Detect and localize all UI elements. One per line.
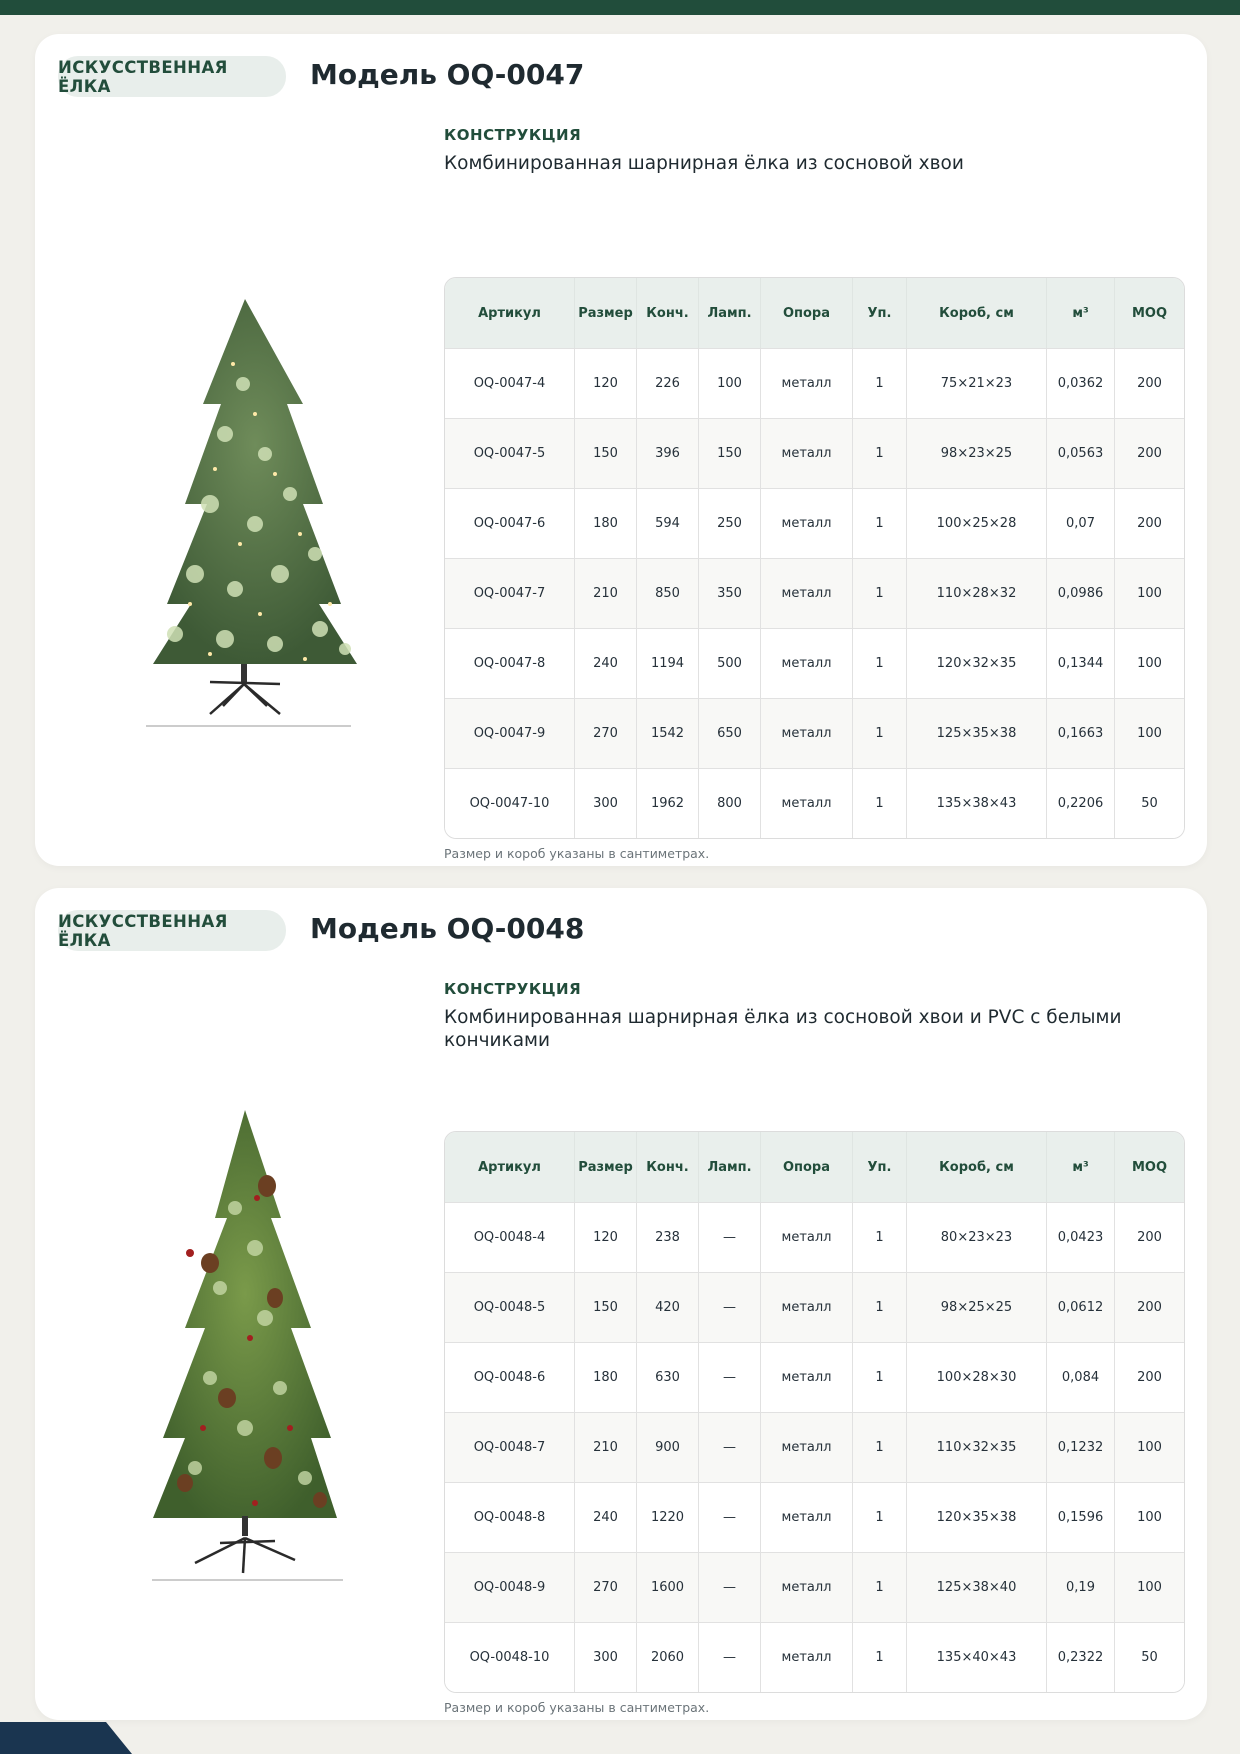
table-cell: —: [699, 1482, 761, 1552]
table-cell: 0,0423: [1047, 1202, 1115, 1272]
table-cell: 238: [637, 1202, 699, 1272]
table-cell: 1: [853, 698, 907, 768]
pine-tree-with-cones-icon: [115, 1098, 375, 1588]
table-cell: 270: [575, 1552, 637, 1622]
table-row: [445, 1342, 1184, 1412]
table-cell: 1: [853, 1482, 907, 1552]
table-cell: 0,0612: [1047, 1272, 1115, 1342]
table-cell: 500: [699, 628, 761, 698]
table-cell: 240: [575, 628, 637, 698]
table-cell: 0,1596: [1047, 1482, 1115, 1552]
table-cell: 200: [1115, 348, 1184, 418]
table-cell: 50: [1115, 768, 1184, 838]
table-cell: 1: [853, 1342, 907, 1412]
table-footnote: Размер и короб указаны в сантиметрах.: [444, 1700, 710, 1715]
table-cell: OQ-0048-5: [445, 1272, 575, 1342]
table-cell: 1: [853, 488, 907, 558]
table-cell: 0,19: [1047, 1552, 1115, 1622]
table-cell: 1: [853, 348, 907, 418]
table-row: [445, 1202, 1184, 1272]
product-title: Модель OQ-0048: [310, 912, 585, 945]
table-cell: 150: [699, 418, 761, 488]
table-cell: 0,0563: [1047, 418, 1115, 488]
table-cell: —: [699, 1552, 761, 1622]
table-row: [445, 1272, 1184, 1342]
table-cell: OQ-0047-6: [445, 488, 575, 558]
table-cell: 0,1663: [1047, 698, 1115, 768]
table-cell: OQ-0047-4: [445, 348, 575, 418]
table-cell: 594: [637, 488, 699, 558]
product-description: Комбинированная шарнирная ёлка из сосновой хвои и PVC с белыми кончиками: [444, 1007, 1122, 1051]
table-cell: 300: [575, 1622, 637, 1692]
table-cell: OQ-0047-8: [445, 628, 575, 698]
column-header: Конч.: [637, 278, 699, 348]
table-cell: 210: [575, 558, 637, 628]
corner-decoration: [0, 1722, 132, 1754]
column-header: MOQ: [1115, 278, 1184, 348]
table-cell: 50: [1115, 1622, 1184, 1692]
table-cell: 2060: [637, 1622, 699, 1692]
table-cell: 650: [699, 698, 761, 768]
table-cell: 210: [575, 1412, 637, 1482]
table-cell: металл: [761, 488, 853, 558]
table-cell: 75×21×23: [907, 348, 1047, 418]
table-cell: металл: [761, 1482, 853, 1552]
table-cell: металл: [761, 628, 853, 698]
table-cell: 100: [1115, 1412, 1184, 1482]
table-cell: 1: [853, 768, 907, 838]
table-cell: 100: [1115, 1552, 1184, 1622]
product-card: [35, 888, 1207, 1720]
table-cell: 240: [575, 1482, 637, 1552]
table-cell: 850: [637, 558, 699, 628]
table-cell: металл: [761, 1202, 853, 1272]
table-cell: 150: [575, 418, 637, 488]
table-cell: OQ-0048-6: [445, 1342, 575, 1412]
table-cell: 100: [699, 348, 761, 418]
table-cell: 200: [1115, 1272, 1184, 1342]
column-header: Размер: [575, 278, 637, 348]
table-cell: 200: [1115, 418, 1184, 488]
table-cell: 630: [637, 1342, 699, 1412]
table-cell: 270: [575, 698, 637, 768]
table-cell: 396: [637, 418, 699, 488]
spec-table: [444, 277, 1185, 839]
table-cell: 1: [853, 418, 907, 488]
table-cell: —: [699, 1202, 761, 1272]
table-cell: 80×23×23: [907, 1202, 1047, 1272]
table-cell: 110×28×32: [907, 558, 1047, 628]
table-cell: 1: [853, 1412, 907, 1482]
table-cell: OQ-0047-5: [445, 418, 575, 488]
column-header: Ламп.: [699, 278, 761, 348]
product-card: [35, 34, 1207, 866]
table-cell: 100×25×28: [907, 488, 1047, 558]
table-cell: —: [699, 1272, 761, 1342]
table-cell: 0,2206: [1047, 768, 1115, 838]
column-header: Опора: [761, 1132, 853, 1202]
column-header: MOQ: [1115, 1132, 1184, 1202]
table-cell: 120: [575, 1202, 637, 1272]
table-cell: 125×38×40: [907, 1552, 1047, 1622]
table-cell: металл: [761, 1622, 853, 1692]
table-cell: 200: [1115, 1342, 1184, 1412]
column-header: Размер: [575, 1132, 637, 1202]
spec-table: [444, 1131, 1185, 1693]
table-cell: 1: [853, 1272, 907, 1342]
column-header: Опора: [761, 278, 853, 348]
table-cell: металл: [761, 418, 853, 488]
table-cell: 226: [637, 348, 699, 418]
table-cell: 1: [853, 1552, 907, 1622]
column-header: Уп.: [853, 278, 907, 348]
table-cell: 180: [575, 1342, 637, 1412]
table-cell: 110×32×35: [907, 1412, 1047, 1482]
table-cell: OQ-0048-10: [445, 1622, 575, 1692]
product-description: Комбинированная шарнирная ёлка из сосновой хвои: [444, 153, 964, 174]
table-row: [445, 1552, 1184, 1622]
table-cell: 100×28×30: [907, 1342, 1047, 1412]
table-row: [445, 1482, 1184, 1552]
column-header: Короб, см: [907, 278, 1047, 348]
table-cell: 1: [853, 558, 907, 628]
column-header: Короб, см: [907, 1132, 1047, 1202]
product-image: [115, 1098, 375, 1588]
table-cell: 350: [699, 558, 761, 628]
table-cell: 0,1344: [1047, 628, 1115, 698]
table-cell: металл: [761, 1412, 853, 1482]
product-title: Модель OQ-0047: [310, 58, 585, 91]
product-image: [115, 244, 375, 734]
table-cell: —: [699, 1622, 761, 1692]
table-cell: 300: [575, 768, 637, 838]
table-cell: металл: [761, 698, 853, 768]
table-cell: 135×38×43: [907, 768, 1047, 838]
table-cell: OQ-0048-8: [445, 1482, 575, 1552]
table-cell: 98×25×25: [907, 1272, 1047, 1342]
category-badge: ИСКУССТВЕННАЯ ЁЛКА: [58, 910, 286, 951]
table-cell: 100: [1115, 698, 1184, 768]
column-header: Конч.: [637, 1132, 699, 1202]
table-cell: 0,084: [1047, 1342, 1115, 1412]
table-cell: OQ-0048-4: [445, 1202, 575, 1272]
table-cell: 900: [637, 1412, 699, 1482]
table-cell: 0,1232: [1047, 1412, 1115, 1482]
column-header: Ламп.: [699, 1132, 761, 1202]
table-cell: OQ-0048-9: [445, 1552, 575, 1622]
table-row: [445, 768, 1184, 838]
table-footnote: Размер и короб указаны в сантиметрах.: [444, 846, 710, 861]
table-cell: металл: [761, 768, 853, 838]
table-cell: 1220: [637, 1482, 699, 1552]
table-cell: 800: [699, 768, 761, 838]
table-cell: 420: [637, 1272, 699, 1342]
table-cell: OQ-0048-7: [445, 1412, 575, 1482]
table-cell: 1: [853, 1202, 907, 1272]
table-cell: 200: [1115, 1202, 1184, 1272]
table-row: [445, 628, 1184, 698]
table-cell: 180: [575, 488, 637, 558]
table-cell: 0,2322: [1047, 1622, 1115, 1692]
table-cell: 100: [1115, 628, 1184, 698]
table-row: [445, 558, 1184, 628]
table-header-row: [445, 1132, 1184, 1202]
table-cell: 1194: [637, 628, 699, 698]
column-header: Артикул: [445, 278, 575, 348]
table-cell: металл: [761, 1272, 853, 1342]
table-cell: 135×40×43: [907, 1622, 1047, 1692]
column-header: Уп.: [853, 1132, 907, 1202]
table-cell: 1: [853, 628, 907, 698]
table-cell: 1: [853, 1622, 907, 1692]
column-header: Артикул: [445, 1132, 575, 1202]
table-row: [445, 348, 1184, 418]
table-cell: 120: [575, 348, 637, 418]
table-cell: 1962: [637, 768, 699, 838]
table-cell: —: [699, 1412, 761, 1482]
table-cell: 120×35×38: [907, 1482, 1047, 1552]
table-row: [445, 1622, 1184, 1692]
table-row: [445, 698, 1184, 768]
table-cell: 1600: [637, 1552, 699, 1622]
table-cell: металл: [761, 1342, 853, 1412]
table-cell: металл: [761, 348, 853, 418]
top-accent-bar: [0, 0, 1240, 15]
section-label: КОНСТРУКЦИЯ: [444, 126, 582, 144]
table-cell: 0,07: [1047, 488, 1115, 558]
table-cell: OQ-0047-9: [445, 698, 575, 768]
table-cell: 250: [699, 488, 761, 558]
column-header: м³: [1047, 278, 1115, 348]
table-cell: 100: [1115, 558, 1184, 628]
table-cell: металл: [761, 1552, 853, 1622]
table-cell: 1542: [637, 698, 699, 768]
table-cell: 0,0986: [1047, 558, 1115, 628]
table-header-row: [445, 278, 1184, 348]
column-header: м³: [1047, 1132, 1115, 1202]
table-cell: металл: [761, 558, 853, 628]
table-cell: OQ-0047-10: [445, 768, 575, 838]
table-cell: 200: [1115, 488, 1184, 558]
table-cell: 100: [1115, 1482, 1184, 1552]
table-cell: OQ-0047-7: [445, 558, 575, 628]
table-cell: —: [699, 1342, 761, 1412]
pine-tree-with-lights-icon: [115, 244, 375, 734]
table-cell: 125×35×38: [907, 698, 1047, 768]
section-label: КОНСТРУКЦИЯ: [444, 980, 582, 998]
table-cell: 120×32×35: [907, 628, 1047, 698]
table-row: [445, 418, 1184, 488]
table-row: [445, 488, 1184, 558]
table-cell: 150: [575, 1272, 637, 1342]
table-cell: 0,0362: [1047, 348, 1115, 418]
category-badge: ИСКУССТВЕННАЯ ЁЛКА: [58, 56, 286, 97]
table-row: [445, 1412, 1184, 1482]
table-cell: 98×23×25: [907, 418, 1047, 488]
